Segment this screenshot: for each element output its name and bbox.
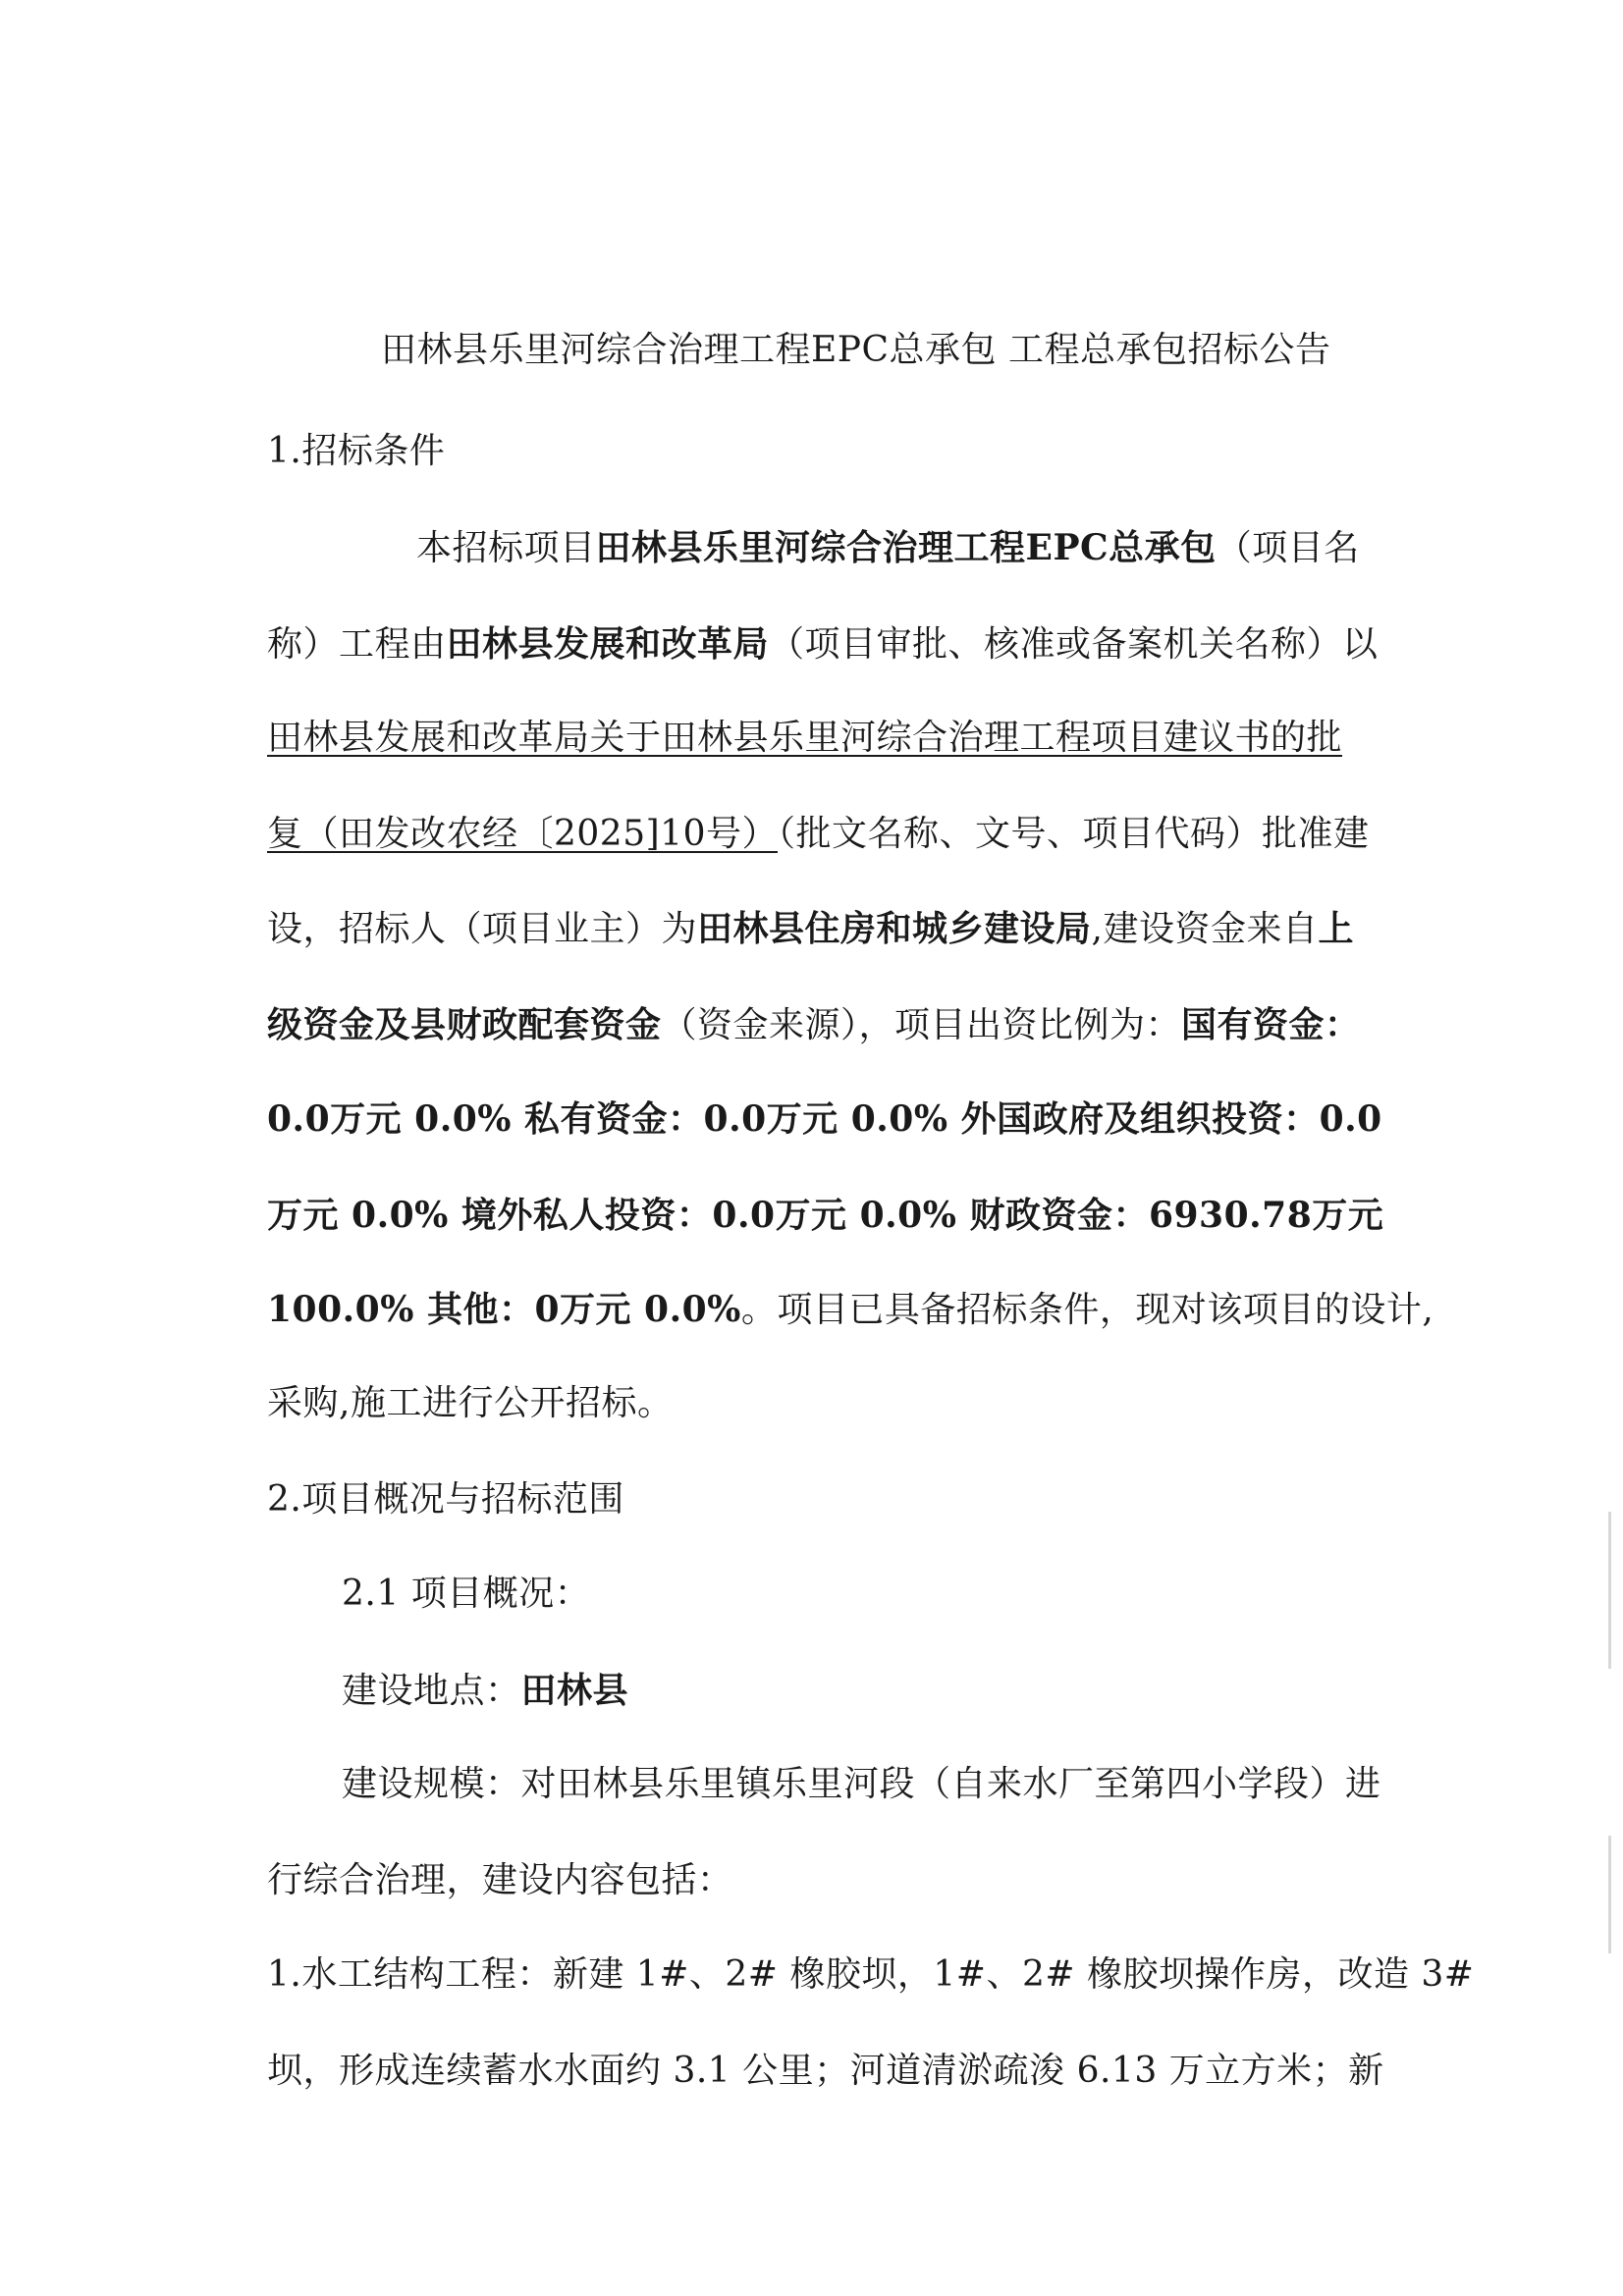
text-run: （批文名称、文号、项目代码）批准建 <box>777 814 1370 854</box>
section-1-heading: 1.招标条件 <box>267 431 446 471</box>
text-run: 称）工程由 <box>267 624 447 665</box>
paragraph-1-line-2 <box>267 620 1379 668</box>
paragraph-1-line-9 <box>267 1286 1434 1334</box>
paragraph-1-line-5 <box>267 905 1354 953</box>
text-run: 上 <box>1318 908 1354 949</box>
funding-source: 级资金及县财政配套资金 <box>267 1004 662 1045</box>
project-name: 田林县乐里河综合治理工程EPC总承包 <box>595 527 1217 568</box>
construction-scale-line-2: 行综合治理，建设内容包括： <box>267 1860 733 1900</box>
paragraph-1-line-1 <box>416 524 1360 572</box>
text-run: 。项目已具备招标条件，现对该项目的设计, <box>740 1290 1434 1330</box>
section-2-heading: 2.项目概况与招标范围 <box>267 1479 624 1520</box>
approval-document-line-2: 复（田发改农经〔2025]10号） <box>267 814 778 854</box>
funding-ratio-line-1: 0.0万元 0.0% 私有资金：0.0万元 0.0% 外国政府及组织投资：0.0 <box>267 1098 1382 1140</box>
tenderer-name: 田林县住房和城乡建设局 <box>697 908 1092 949</box>
scan-edge-mark <box>1608 1512 1611 1669</box>
text-run: （资金来源），项目出资比例为： <box>661 1005 1182 1045</box>
paragraph-1-line-4 <box>267 811 1370 858</box>
approval-authority: 田林县发展和改革局 <box>446 623 770 665</box>
funding-ratio-line-3: 100.0% 其他：0万元 0.0% <box>267 1289 741 1330</box>
text-run: 设，招标人（项目业主）为 <box>267 909 698 949</box>
text-run: 国有资金： <box>1181 1004 1361 1045</box>
text-run: 本招标项目 <box>416 528 596 568</box>
text-run: （项目名 <box>1216 528 1360 568</box>
location-label: 建设地点： <box>342 1671 521 1711</box>
document-title: 田林县乐里河综合治理工程EPC总承包 工程总承包招标公告 <box>381 330 1331 370</box>
item-1-line-2: 坝，形成连续蓄水水面约 3.1 公里；河道清淤疏浚 6.13 万立方米；新 <box>267 2051 1384 2091</box>
text-run: （项目审批、核准或备案机关名称）以 <box>769 624 1379 665</box>
paragraph-1-line-6 <box>267 1001 1361 1049</box>
location-value: 田林县 <box>520 1670 629 1711</box>
funding-ratio-line-2: 万元 0.0% 境外私人投资：0.0万元 0.0% 财政资金：6930.78万元 <box>267 1195 1384 1236</box>
text-run: ,建设资金来自 <box>1091 909 1319 949</box>
approval-document-line-1: 田林县发展和改革局关于田林县乐里河综合治理工程项目建议书的批 <box>267 718 1343 758</box>
scan-edge-mark <box>1608 1836 1611 1953</box>
paragraph-1-line-10: 采购,施工进行公开招标。 <box>267 1383 674 1423</box>
section-2-1-heading: 2.1 项目概况： <box>342 1574 591 1614</box>
construction-scale-line-1: 建设规模：对田林县乐里镇乐里河段（自来水厂至第四小学段）进 <box>342 1764 1381 1804</box>
item-1-line-1: 1.水工结构工程：新建 1#、2# 橡胶坝，1#、2# 橡胶坝操作房，改造 3# <box>267 1954 1475 1995</box>
construction-location <box>342 1667 628 1715</box>
